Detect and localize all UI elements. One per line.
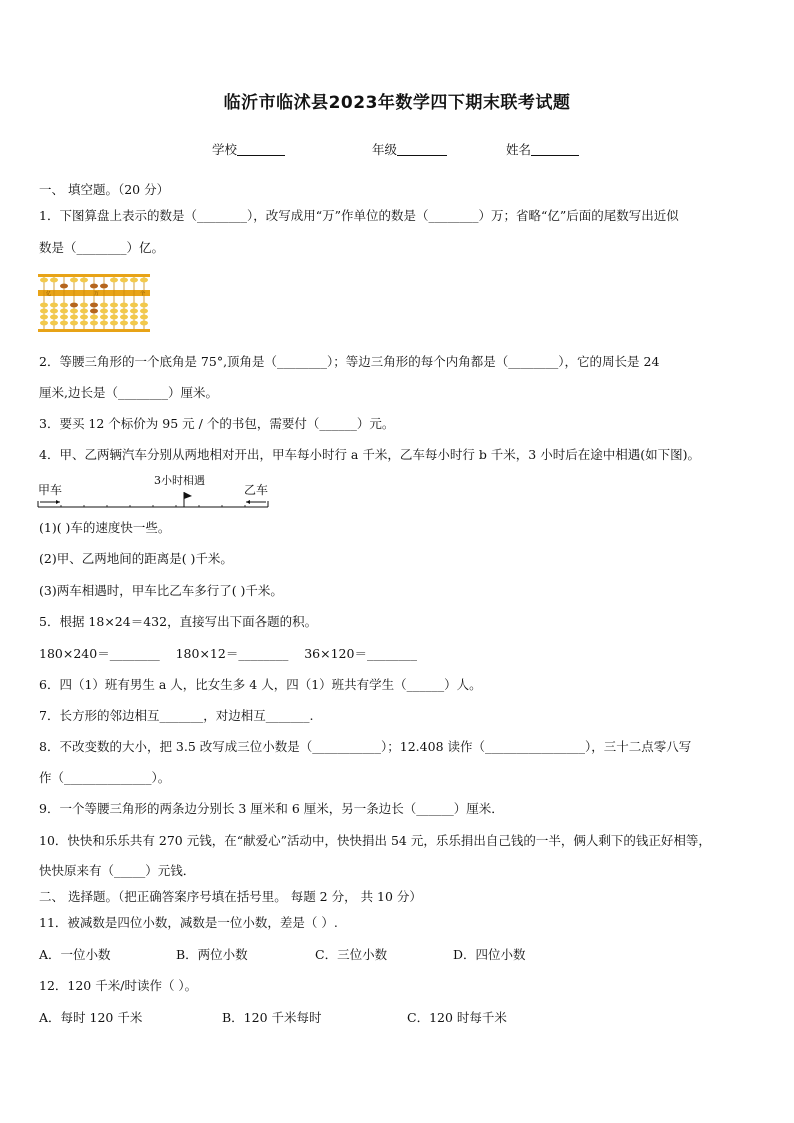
question-11: 11．被减数是四位小数，减数是一位小数，差是（ ）. [39,915,338,930]
abacus-lower-bead [60,303,68,308]
name-field [506,140,579,158]
abacus-lower-bead [140,309,148,314]
abacus-lower-bead [130,309,138,314]
abacus-lower-bead [90,321,98,326]
abacus-lower-bead [70,309,78,314]
grade-label: 年级 [372,142,398,157]
page-title: 临沂市临沭县2023年数学四下期末联考试题 [223,93,571,113]
abacus-upper-bead [130,278,138,283]
abacus-upper-bead [110,278,118,283]
question-3: 3．要买 12 个标价为 95 元 / 个的书包，需要付（______）元。 [39,416,395,431]
question-7: 7．长方形的邻边相互_______，对边相互_______. [39,708,314,723]
abacus-lower-bead [120,321,128,326]
abacus-label-wan: 万 [94,291,100,297]
abacus-lower-bead [80,321,88,326]
car-b-label: 乙车 [244,483,269,497]
car-b-arrowhead [246,500,250,504]
car-a-label: 甲车 [38,483,63,497]
abacus-upper-bead [50,278,58,283]
abacus-lower-bead [90,303,98,308]
abacus-upper-bead [80,278,88,283]
school-field [212,140,285,158]
q11-option-c[interactable]: C．三位小数 [315,947,388,962]
q12-option-c[interactable]: C．120 时每千米 [407,1010,507,1025]
abacus-lower-bead [140,303,148,308]
question-12: 12．120 千米/时读作（ ）。 [39,978,198,993]
abacus-lower-bead [100,315,108,320]
abacus-lower-bead [50,303,58,308]
abacus-lower-bead [70,303,78,308]
abacus-lower-bead [40,315,48,320]
abacus-lower-bead [70,321,78,326]
abacus-lower-bead [80,315,88,320]
question-6: 6．四（1）班有男生 a 人，比女生多 4 人，四（1）班共有学生（______）人。 [39,677,482,692]
abacus-label-ge: 个 [140,291,146,297]
abacus-lower-bead [60,315,68,320]
school-label: 学校 [212,142,238,157]
abacus-lower-bead [80,303,88,308]
abacus-upper-bead [40,278,48,283]
abacus-lower-bead [60,309,68,314]
abacus-lower-bead [70,315,78,320]
question-8-line-1: 8．不改变数的大小，把 3.5 改写成三位小数是（___________）；12.408 读作（________________），三十二点零八写 [39,739,692,754]
question-5-items: 180×240＝________ 180×12＝________ 36×120＝________ [39,646,417,661]
abacus-upper-bead [140,278,148,283]
abacus-lower-bead [100,321,108,326]
section-1-heading: 一、 填空题。（20 分） [39,182,170,197]
abacus-lower-bead [40,309,48,314]
abacus-label-yi: 亿 [46,291,52,297]
car-a-arrowhead [56,500,60,504]
question-4-sub-2: (2)甲、乙两地间的距离是( )千米。 [39,551,233,566]
abacus-lower-bead [110,309,118,314]
abacus-lower-bead [50,321,58,326]
abacus-upper-bead [70,278,78,283]
grade-field [372,140,447,158]
name-blank[interactable] [531,142,579,156]
name-label: 姓名 [506,142,532,157]
abacus-lower-bead [130,315,138,320]
abacus-lower-bead [50,309,58,314]
question-5-intro: 5．根据 18×24＝432，直接写出下面各题的积。 [39,614,318,629]
question-2-line-1: 2．等腰三角形的一个底角是 75°,顶角是（________）；等边三角形的每个内角都是（________），它的周长是 24 [39,354,660,369]
abacus-lower-bead [110,303,118,308]
q12-option-b[interactable]: B．120 千米每时 [222,1010,322,1025]
abacus-upper-bead [100,284,108,289]
abacus-lower-bead [90,309,98,314]
abacus-lower-bead [120,303,128,308]
question-1-line-1: 1．下图算盘上表示的数是（________），改写成用“万”作单位的数是（________）万；省略“亿”后面的尾数写出近似 [39,208,679,223]
abacus-upper-bead [120,278,128,283]
abacus-top-frame [38,274,150,277]
abacus-lower-bead [110,315,118,320]
abacus-lower-bead [50,315,58,320]
abacus-bottom-frame [38,329,150,332]
question-4-sub-1: (1)( )车的速度快一些。 [39,520,171,535]
abacus-lower-bead [140,321,148,326]
abacus-lower-bead [120,315,128,320]
abacus-lower-bead [80,309,88,314]
question-1-line-2: 数是（________）亿。 [39,240,165,255]
meeting-diagram [36,470,276,514]
abacus-upper-bead [60,284,68,289]
question-4-sub-3: (3)两车相遇时，甲车比乙车多行了( )千米。 [39,583,283,598]
abacus-lower-bead [130,303,138,308]
question-4-intro: 4．甲、乙两辆汽车分别从两地相对开出，甲车每小时行 a 千米，乙车每小时行 b 千米，3 小时后在途中相遇(如下图)。 [39,447,700,462]
abacus-lower-bead [100,303,108,308]
abacus-lower-bead [40,303,48,308]
abacus-lower-bead [100,309,108,314]
section-2-heading: 二、 选择题。（把正确答案序号填在括号里。 每题 2 分， 共 10 分） [39,889,422,904]
q12-option-a[interactable]: A．每时 120 千米 [39,1010,143,1025]
abacus-lower-bead [90,315,98,320]
abacus-lower-bead [140,315,148,320]
meet-label: 3小时相遇 [154,474,205,487]
question-2-line-2: 厘米,边长是（________）厘米。 [39,385,218,400]
q11-option-d[interactable]: D．四位小数 [453,947,526,962]
question-10-line-1: 10．快快和乐乐共有 270 元钱，在“献爱心”活动中，快快捐出 54 元，乐乐捐出自己钱的一半，俩人剩下的钱正好相等， [39,833,711,848]
question-9: 9．一个等腰三角形的两条边分别长 3 厘米和 6 厘米，另一条边长（______）厘米． [39,801,504,816]
question-8-line-2: 作（______________）。 [39,770,171,785]
school-blank[interactable] [237,142,285,156]
q11-option-a[interactable]: A．一位小数 [39,947,111,962]
abacus-lower-bead [110,321,118,326]
abacus-lower-bead [40,321,48,326]
abacus-image [38,274,150,332]
abacus-lower-bead [60,321,68,326]
q11-option-b[interactable]: B．两位小数 [176,947,248,962]
abacus-lower-bead [120,309,128,314]
abacus-upper-bead [90,284,98,289]
abacus-lower-bead [130,321,138,326]
question-10-line-2: 快快原来有（_____）元钱． [39,863,196,878]
flag-icon [184,492,192,499]
grade-blank[interactable] [397,142,447,156]
